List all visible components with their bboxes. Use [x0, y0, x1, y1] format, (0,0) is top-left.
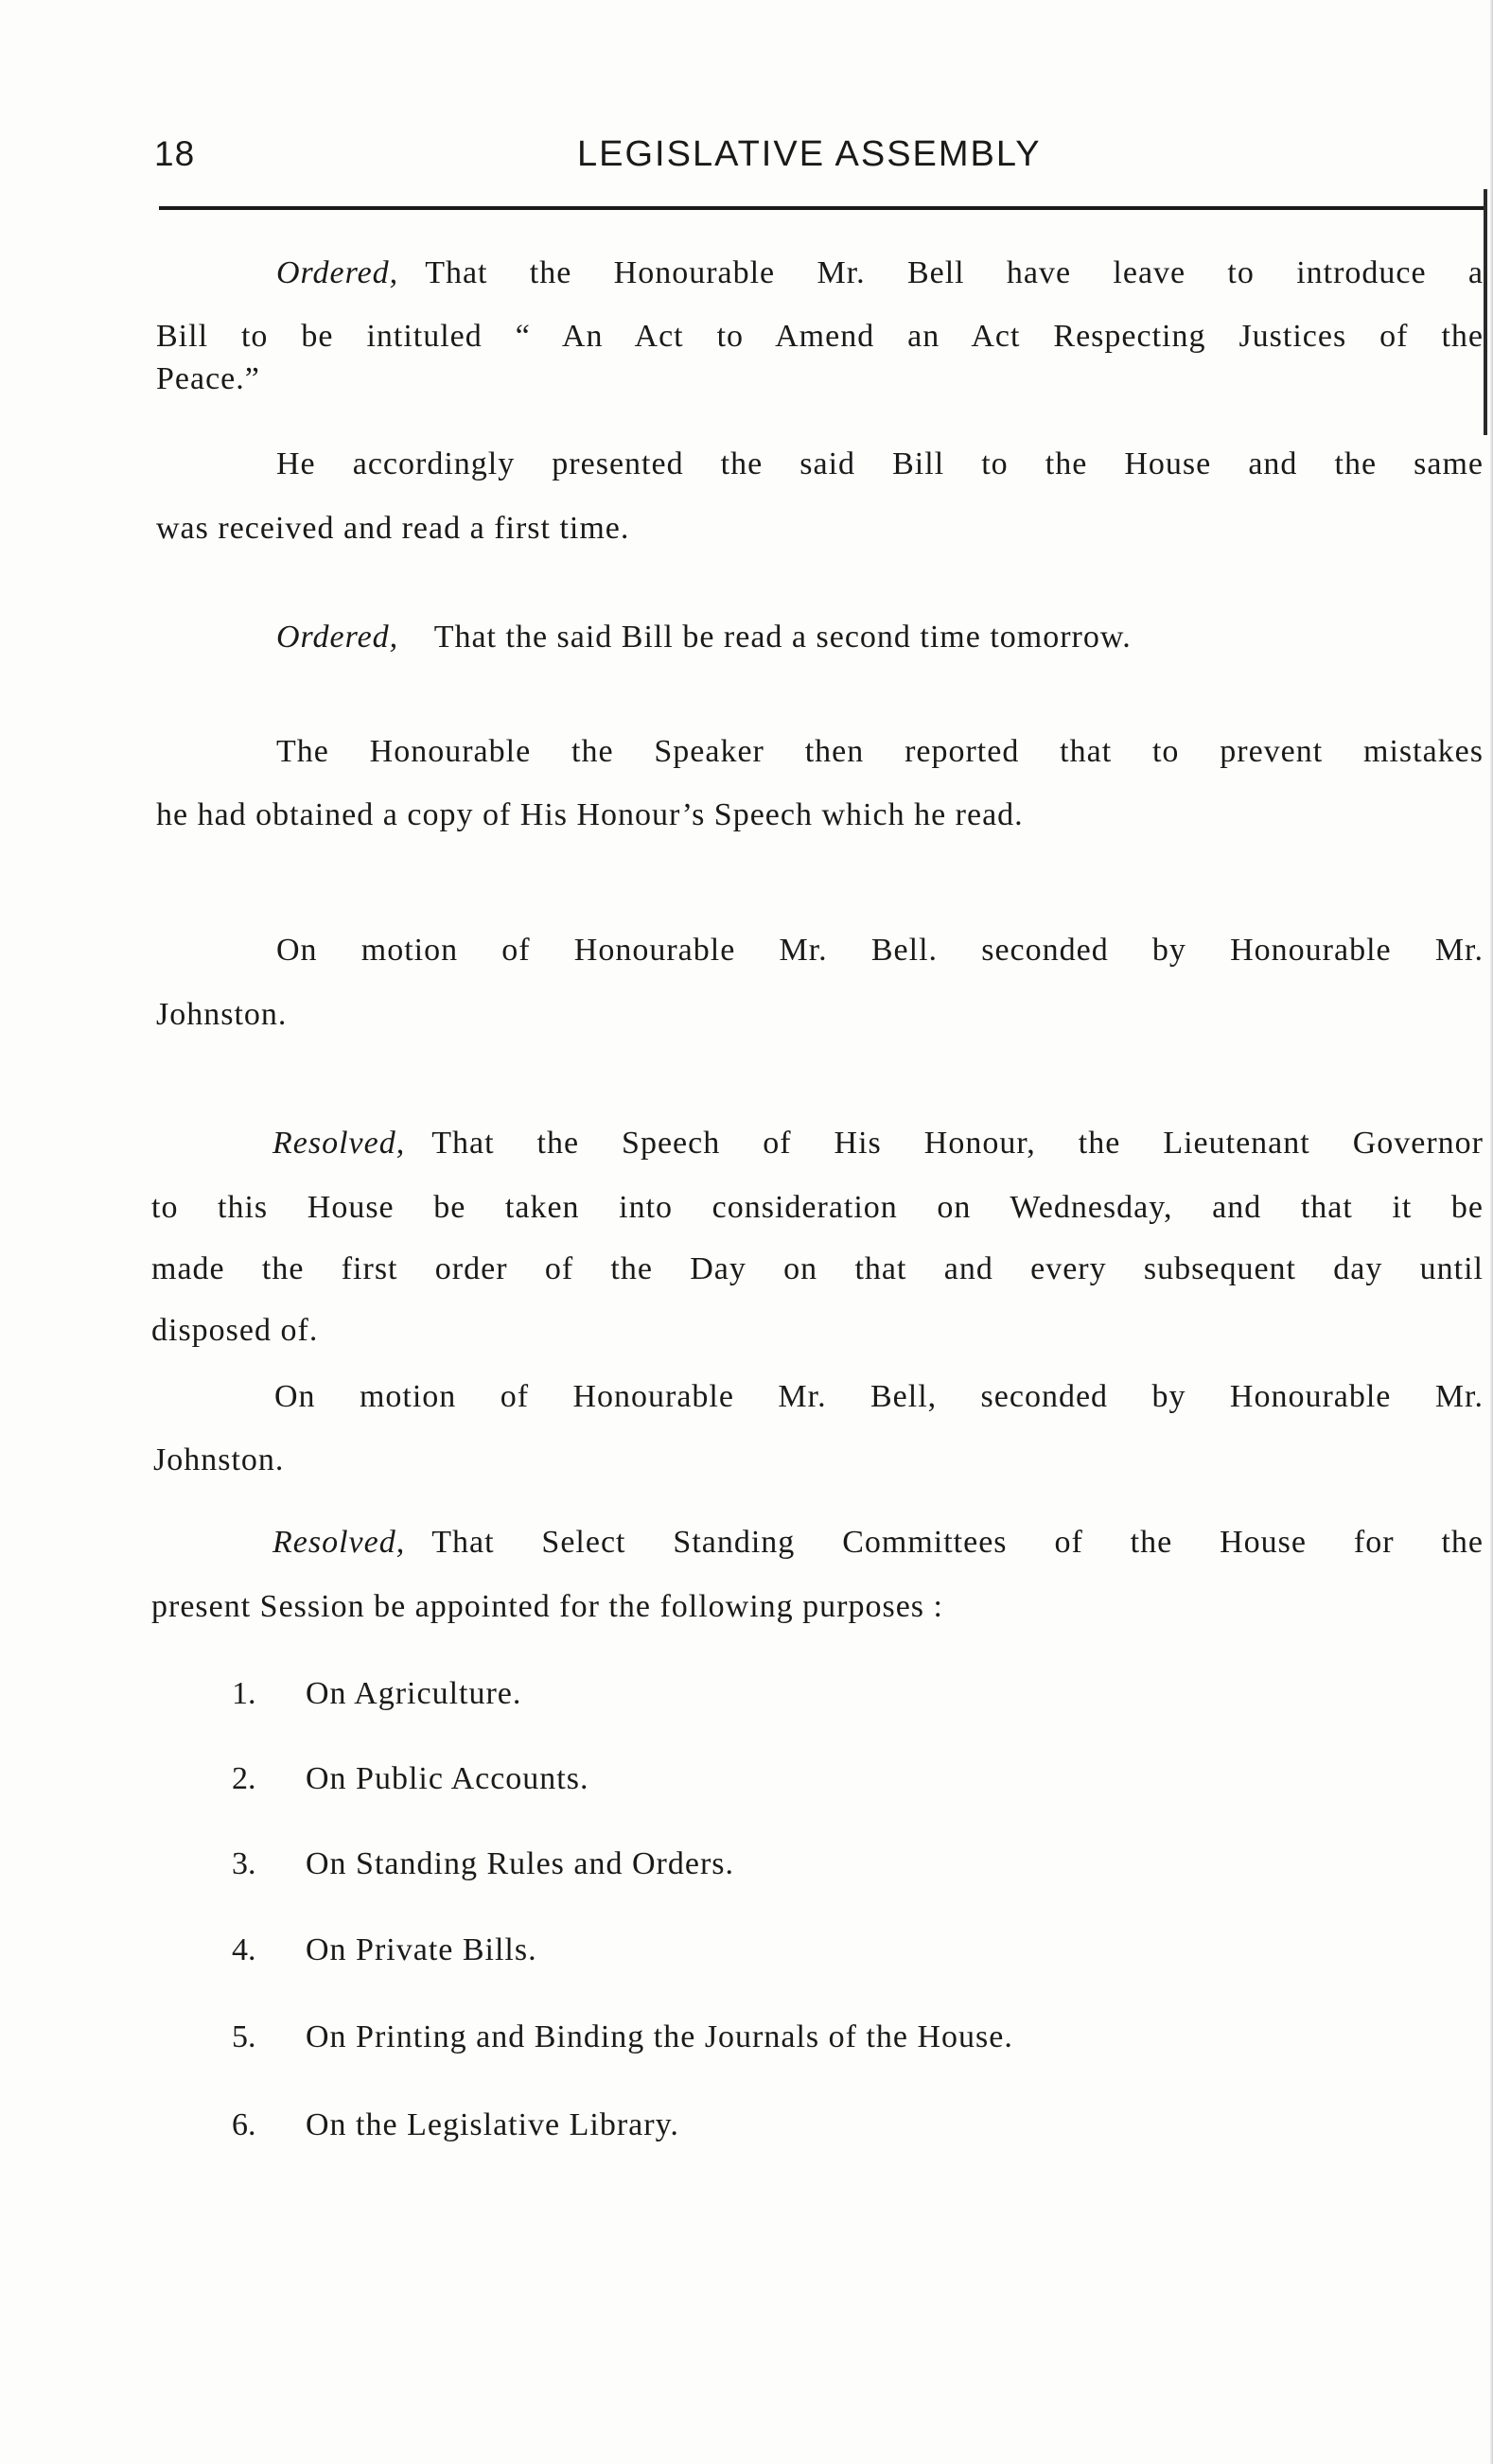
list-item-number: 2. — [232, 1761, 256, 1796]
paragraph-4-line-2: he had obtained a copy of His Honour’s Speech which he read. — [156, 797, 1024, 832]
paragraph-2-line-1: He accordingly presented the said Bill to the House and the same — [276, 446, 1484, 481]
paragraph-6-line-1 — [272, 1126, 1484, 1162]
running-head: LEGISLATIVE ASSEMBLY — [577, 134, 1042, 174]
paragraph-1-line-1 — [276, 255, 1484, 291]
resolved-lead: Resolved, — [272, 1126, 406, 1161]
paragraph-3-line-1 — [276, 620, 1132, 655]
page-number: 18 — [154, 134, 196, 173]
paragraph-5-line-2: Johnston. — [156, 997, 288, 1032]
paragraph-1-line-3: Peace.” — [156, 361, 260, 396]
paragraph-6-line-3: made the first order of the Day on that and every subsequent day until — [151, 1251, 1484, 1286]
resolved-lead: Resolved, — [272, 1525, 406, 1560]
list-item-text: On the Legislative Library. — [306, 2107, 679, 2142]
paragraph-7-line-2: Johnston. — [153, 1442, 285, 1477]
paragraph-6-line-4: disposed of. — [151, 1313, 319, 1348]
list-item-text: On Public Accounts. — [306, 1761, 589, 1796]
ordered-lead: Ordered, — [276, 255, 399, 290]
paragraph-text: That Select Standing Committees of the House for the — [431, 1525, 1484, 1560]
paragraph-1-line-2: Bill to be intituled “ An Act to Amend an Act Respecting Justices of the — [156, 319, 1484, 354]
paragraph-7-line-1: On motion of Honourable Mr. Bell, seconded by Honourable Mr. — [274, 1379, 1484, 1414]
paragraph-text: That the Honourable Mr. Bell have leave to introduce a — [425, 255, 1484, 290]
list-item-text: On Printing and Binding the Journals of the House. — [306, 2019, 1013, 2054]
paragraph-6-line-2: to this House be taken into consideration on Wednesday, and that it be — [151, 1190, 1484, 1225]
paragraph-text: That the said Bill be read a second time tomorrow. — [433, 620, 1132, 655]
list-item-number: 1. — [232, 1676, 256, 1711]
paragraph-2-line-2: was received and read a first time. — [156, 511, 630, 546]
list-item-number: 4. — [232, 1932, 256, 1967]
list-item-number: 6. — [232, 2107, 256, 2142]
list-item-text: On Private Bills. — [306, 1932, 537, 1967]
paragraph-5-line-1: On motion of Honourable Mr. Bell. seconded by Honourable Mr. — [276, 933, 1484, 968]
list-item-text: On Agriculture. — [306, 1676, 522, 1711]
page-edge-binding — [1484, 189, 1487, 435]
list-item-number: 3. — [232, 1846, 256, 1881]
ordered-lead: Ordered, — [276, 620, 399, 655]
header-rule — [159, 206, 1484, 210]
paragraph-8-line-2: present Session be appointed for the following purposes : — [151, 1589, 943, 1624]
paragraph-text: That the Speech of His Honour, the Lieutenant Governor — [431, 1126, 1484, 1161]
list-item-number: 5. — [232, 2019, 256, 2054]
paragraph-8-line-1 — [272, 1525, 1484, 1561]
paragraph-4-line-1: The Honourable the Speaker then reported that to prevent mistakes — [276, 734, 1484, 769]
list-item-text: On Standing Rules and Orders. — [306, 1846, 735, 1881]
page-edge-shadow — [1489, 0, 1493, 2464]
